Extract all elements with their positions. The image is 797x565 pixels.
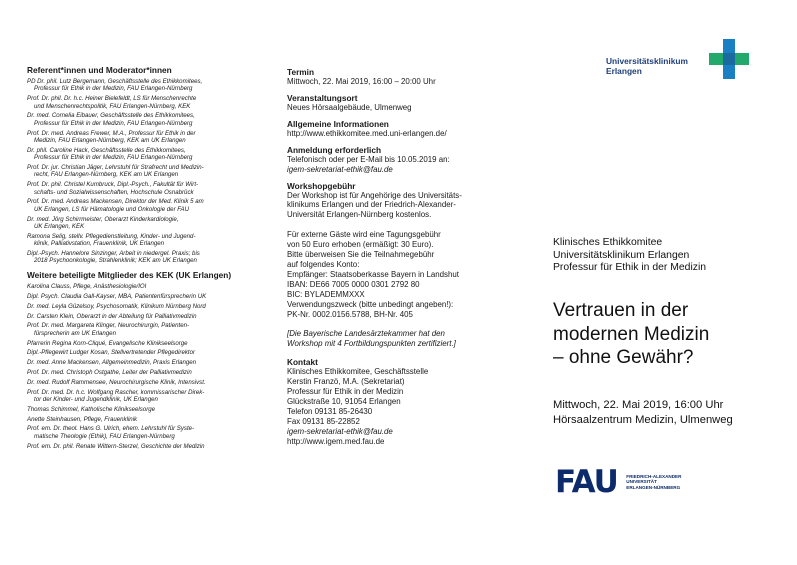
- referent-entry-line: PD Dr. phil. Lutz Bergemann, Geschäftsstelle des Ethikkomitees,: [27, 78, 203, 85]
- fau-wordmark: FAU: [555, 464, 618, 500]
- referent-entry: [27, 250, 259, 265]
- referent-entry: [27, 198, 259, 213]
- referent-entry-line: Ramona Selig, stellv. Pflegedienstleitung, Kinder- und Jugend-: [27, 232, 196, 240]
- referent-entry-line: schafts- und Sozialwissenschaften, Hochschule Osnabrück: [34, 188, 194, 196]
- venue-heading: Veranstaltungsort: [287, 92, 358, 103]
- member-entry-line: Dr. med. Anne Mackensen, Allgemeinmedizin, Praxis Erlangen: [27, 359, 197, 367]
- referent-entry-line: 2018 Psychoonkologie, Strahlenklinik; KEK am UK Erlangen: [34, 257, 197, 265]
- contact-section: [287, 357, 532, 446]
- member-entry: [27, 340, 259, 347]
- title-line: Vertrauen in der: [553, 300, 689, 321]
- contact-line: Klinisches Ethikkomitee, Geschäftsstelle: [287, 367, 429, 377]
- fau-subtitle-line: UNIVERSITÄT: [626, 479, 657, 485]
- cme-note: [287, 329, 532, 349]
- title-line: – ohne Gewähr?: [553, 347, 694, 368]
- external-fee-line: Bitte überweisen Sie die Teilnahmegebühr: [287, 250, 435, 260]
- ukerlangen-cross-icon: [709, 39, 749, 79]
- contact-line: Fax 09131 85-22852: [287, 416, 360, 426]
- external-fee-line: auf folgendes Konto:: [287, 259, 360, 269]
- member-entry: [27, 303, 259, 310]
- referent-entry: [27, 147, 259, 162]
- referent-entry: [27, 130, 259, 145]
- referent-entry-line: Prof. Dr. jur. Christian Jäger, Lehrstuhl für Strafrecht und Medizin-: [27, 164, 204, 172]
- fau-logo: [555, 464, 681, 500]
- info-link[interactable]: http://www.ethikkomitee.med.uni-erlangen.de/: [287, 128, 447, 138]
- registration-heading: Anmeldung erforderlich: [287, 144, 382, 155]
- members-list: [27, 283, 259, 450]
- member-entry-line: Karolina Clauss, Pflege, Anästhesiologie/IOI: [27, 283, 147, 291]
- member-entry-line: Dr. med. Rudolf Rammensee, Neurochirurgische Klinik, Intensivst.: [27, 378, 206, 386]
- member-entry: [27, 369, 259, 376]
- referent-entry-line: recht, FAU Erlangen-Nürnberg, KEK am UK Erlangen: [34, 171, 179, 179]
- organizer-line: Universitätsklinikum Erlangen: [553, 249, 690, 261]
- external-fee-text: [287, 230, 532, 319]
- contact-line: Professur für Ethik in der Medizin: [287, 387, 404, 397]
- referent-entry-line: Professur für Ethik in der Medizin, FAU Erlangen-Nürnberg: [34, 119, 193, 127]
- members-heading: Weitere beteiligte Mitglieder des KEK (UK Erlangen): [27, 270, 232, 281]
- left-column: [27, 65, 259, 452]
- registration-email[interactable]: igem-sekretariat-ethik@fau.de: [287, 164, 393, 174]
- member-entry: [27, 425, 259, 440]
- referent-entry-line: Prof. Dr. phil. Christel Kumbruck, Dipl.-Psych., Fakultät für Wirt-: [27, 181, 199, 189]
- referent-entry-line: Dr. med. Jörg Schirrmeister, Oberarzt Kinderkardiologie,: [27, 215, 179, 223]
- external-fee-line: IBAN: DE66 7005 0000 0301 2792 80: [287, 279, 420, 289]
- contact-line: Glückstraße 10, 91054 Erlangen: [287, 396, 401, 406]
- member-entry-line: Pfarrerin Regina Korn-Cliqué, Evangelische Klinikseelsorge: [27, 339, 188, 347]
- event-place: Hörsaalzentrum Medizin, Ulmenweg: [553, 413, 733, 426]
- member-entry: [27, 406, 259, 413]
- referent-entry-line: Prof. Dr. med. Andreas Frewer, M.A., Professur für Ethik in der: [27, 129, 196, 137]
- member-entry-line: fürsprecherin am UK Erlangen: [34, 329, 116, 337]
- fee-text: [287, 191, 532, 221]
- fee-line: klinikums Erlangen und der Friedrich-Alexander-: [287, 200, 456, 210]
- referent-entry: [27, 233, 259, 248]
- external-fee-line: Verwendungszweck (bitte unbedingt angeben!):: [287, 299, 454, 309]
- member-entry-line: matische Theologie (Ethik), FAU Erlangen-Nürnberg: [34, 432, 175, 440]
- member-entry-line: Prof. em. Dr. phil. Renate Wittern-Sterzel, Geschichte der Medizin: [27, 442, 205, 450]
- external-fee-line: von 50 Euro erhoben (ermäßigt: 30 Euro).: [287, 240, 434, 250]
- fee-heading: Workshopgebühr: [287, 180, 356, 191]
- info-section: [287, 119, 532, 139]
- referent-entry-line: Prof. Dr. phil. Dr. h.c. Heiner Bielefeldt, LS für Menschenrechte: [27, 95, 197, 103]
- registration-text: Telefonisch oder per E-Mail bis 10.05.2019 an:: [287, 154, 450, 164]
- referents-heading: Referent*innen und Moderator*innen: [27, 65, 172, 75]
- referent-entry-line: Professur für Ethik in der Medizin, FAU Erlangen-Nürnberg: [34, 85, 193, 93]
- referent-entry: [27, 181, 259, 196]
- contact-email[interactable]: igem-sekretariat-ethik@fau.de: [287, 426, 393, 436]
- member-entry-line: Dipl. Psych. Claudia Gall-Kayser, MBA, Patientenfürsprecherin UK: [27, 293, 207, 301]
- fee-line: Universität Erlangen-Nürnberg kostenlos.: [287, 210, 432, 220]
- info-heading: Allgemeine Informationen: [287, 118, 389, 129]
- external-fee-line: PK-Nr. 0002.0156.5788, BH-Nr. 405: [287, 309, 413, 319]
- cme-note-line: Workshop mit 4 Fortbildungspunkten zertifiziert.]: [287, 339, 456, 349]
- referent-entry-line: und Menschenrechtspolitik, FAU Erlangen-Nürnberg, KEK: [34, 102, 191, 110]
- referent-entry-line: Professur für Ethik in der Medizin, FAU Erlangen-Nürnberg: [34, 154, 193, 162]
- cme-note-text: [287, 329, 532, 349]
- external-fee-line: Für externe Gäste wird eine Tagungsgebühr: [287, 230, 441, 240]
- member-entry: [27, 283, 259, 290]
- referent-entry-line: Dr. med. Cornelia Eibauer, Geschäftsstelle des Ethikkomitees,: [27, 112, 195, 120]
- fee-line: Der Workshop ist für Angehörige des Universitäts-: [287, 190, 462, 200]
- fee-section: [287, 181, 532, 320]
- termin-heading: Termin: [287, 67, 315, 77]
- member-entry-line: Anette Steinhausen, Pflege, Frauenklinik: [27, 415, 138, 423]
- member-entry: [27, 443, 259, 450]
- member-entry-line: Prof. Dr. med. Margareta Klinger, Neurochirurgin, Patienten-: [27, 322, 190, 330]
- member-entry-line: Dr. Carsten Klein, Oberarzt in der Abteilung für Palliativmedizin: [27, 312, 197, 320]
- contact-line: Telefon 09131 85-26430: [287, 406, 373, 416]
- title-line: modernen Medizin: [553, 323, 710, 345]
- referents-list: [27, 78, 259, 265]
- right-column: [553, 0, 797, 565]
- referent-entry: [27, 112, 259, 127]
- fau-subtitle: [626, 474, 681, 490]
- cme-note-line: [Die Bayerische Landesärztekammer hat den: [287, 329, 445, 339]
- fau-subtitle-line: ERLANGEN-NÜRNBERG: [626, 484, 681, 490]
- venue-text: Neues Hörsaalgebäude, Ulmenweg: [287, 102, 412, 112]
- referent-entry: [27, 216, 259, 231]
- referent-entry-line: UK Erlangen, KEK: [34, 223, 85, 231]
- member-entry-line: Dr. med. Leyla Güzelsoy, Psychosomatik, Klinikum Nürnberg Nord: [27, 302, 206, 310]
- member-entry-line: Prof. Dr. med. Dr. h.c. Wolfgang Rascher, kommissarischer Direk-: [27, 388, 205, 396]
- contact-heading: Kontakt: [287, 357, 318, 368]
- event-date: Mittwoch, 22. Mai 2019, 16:00 Uhr: [553, 399, 724, 411]
- termin-section: [287, 67, 532, 87]
- member-entry: [27, 359, 259, 366]
- member-entry: [27, 379, 259, 386]
- organizer-line: Professur für Ethik in der Medizin: [553, 262, 707, 274]
- organizer-block: [553, 237, 706, 275]
- event-title: [553, 299, 709, 370]
- referent-entry-line: klinik, Palliativstation, Frauenklinik, UK Erlangen: [34, 240, 165, 248]
- ukerlangen-logo-text: [606, 56, 688, 76]
- logo-line-1: Universitätsklinikum: [606, 56, 688, 66]
- referent-entry: [27, 164, 259, 179]
- referent-entry-line: Dr. phil. Caroline Hack, Geschäftsstelle des Ethikkomitees,: [27, 146, 186, 154]
- referent-entry-line: Prof. Dr. med. Andreas Mackensen, Direktor der Med. Klinik 5 am: [27, 198, 204, 206]
- referent-entry-line: Dipl.-Psych. Hannelore Sinzinger, Arbeit in niedergel. Praxis; bis: [27, 250, 200, 258]
- termin-text: Mittwoch, 22. Mai 2019, 16:00 – 20:00 Uhr: [287, 77, 436, 86]
- logo-line-2: Erlangen: [606, 66, 642, 76]
- member-entry: [27, 389, 259, 404]
- contact-website[interactable]: http://www.igem.med.fau.de: [287, 436, 385, 446]
- member-entry: [27, 293, 259, 300]
- member-entry: [27, 416, 259, 423]
- contact-line: Kerstin Franzö, M.A. (Sekretariat): [287, 377, 405, 387]
- organizer-line: Klinisches Ethikkomitee: [553, 237, 663, 248]
- external-fee-line: BIC: BYLADEMMXXX: [287, 289, 365, 299]
- member-entry-line: Prof. em. Dr. theol. Hans G. Ulrich, ehem. Lehrstuhl für Syste-: [27, 425, 195, 433]
- member-entry: [27, 349, 259, 356]
- referent-entry: [27, 78, 259, 93]
- member-entry: [27, 313, 259, 320]
- middle-column: [287, 67, 532, 452]
- referent-entry-line: UK Erlangen, LS für Hämatologie und Onkologie der FAU: [34, 205, 190, 213]
- referent-entry-line: Medizin, FAU Erlangen-Nürnberg, KEK am UK Erlangen: [34, 137, 186, 145]
- fau-subtitle-line: FRIEDRICH-ALEXANDER: [626, 474, 682, 480]
- referent-entry: [27, 95, 259, 110]
- registration-section: [287, 145, 532, 175]
- member-entry-line: Thomas Schimmel, Katholische Klinikseelsorge: [27, 405, 156, 413]
- contact-text: [287, 367, 532, 426]
- member-entry-line: Dipl.-Pflegewirt Ludger Kosan, Stellvertretender Pflegedirektor: [27, 349, 196, 357]
- member-entry: [27, 322, 259, 337]
- venue-section: [287, 93, 532, 113]
- external-fee-line: Empfänger: Staatsoberkasse Bayern in Landshut: [287, 269, 459, 279]
- event-when: [553, 398, 733, 427]
- member-entry-line: Prof. Dr. med. Christoph Ostgathe, Leiter der Palliativmedizin: [27, 369, 192, 377]
- member-entry-line: tor der Kinder- und Jugendklinik, UK Erlangen: [34, 396, 158, 404]
